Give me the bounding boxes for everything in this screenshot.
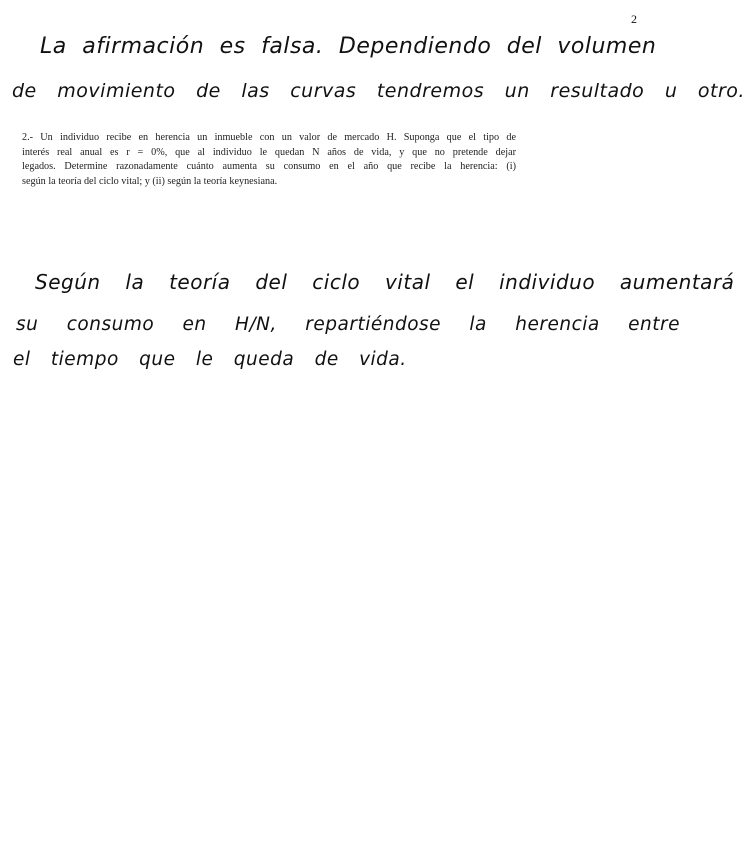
question-2-line: interés real anual es r = 0%, que al individuo le quedan N años de vida, y que no pretende dejar: [22, 146, 516, 158]
handwritten-answer-2-line-2: su consumo en H/N, repartiéndose la herencia entre: [16, 314, 680, 335]
question-2-line: según la teoría del ciclo vital; y (ii) según la teoría keynesiana.: [22, 175, 278, 187]
question-2-line: 2.- Un individuo recibe en herencia un inmueble con un valor de mercado H. Suponga que el tipo de: [22, 132, 516, 143]
question-2-text: [22, 131, 516, 189]
handwritten-answer-1-line-1: La afirmación es falsa. Dependiendo del volumen: [40, 34, 657, 59]
handwritten-answer-2-line-3: el tiempo que le queda de vida.: [13, 349, 407, 370]
handwritten-answer-2-line-1: Según la teoría del ciclo vital el individuo aumentará: [35, 270, 735, 294]
question-2-line: legados. Determine razonadamente cuánto aumenta su consumo en el año que recibe la herencia: (i): [22, 161, 516, 172]
handwritten-answer-1-line-2: de movimiento de las curvas tendremos un resultado u otro.: [12, 80, 745, 102]
page-number: 2: [631, 12, 637, 26]
